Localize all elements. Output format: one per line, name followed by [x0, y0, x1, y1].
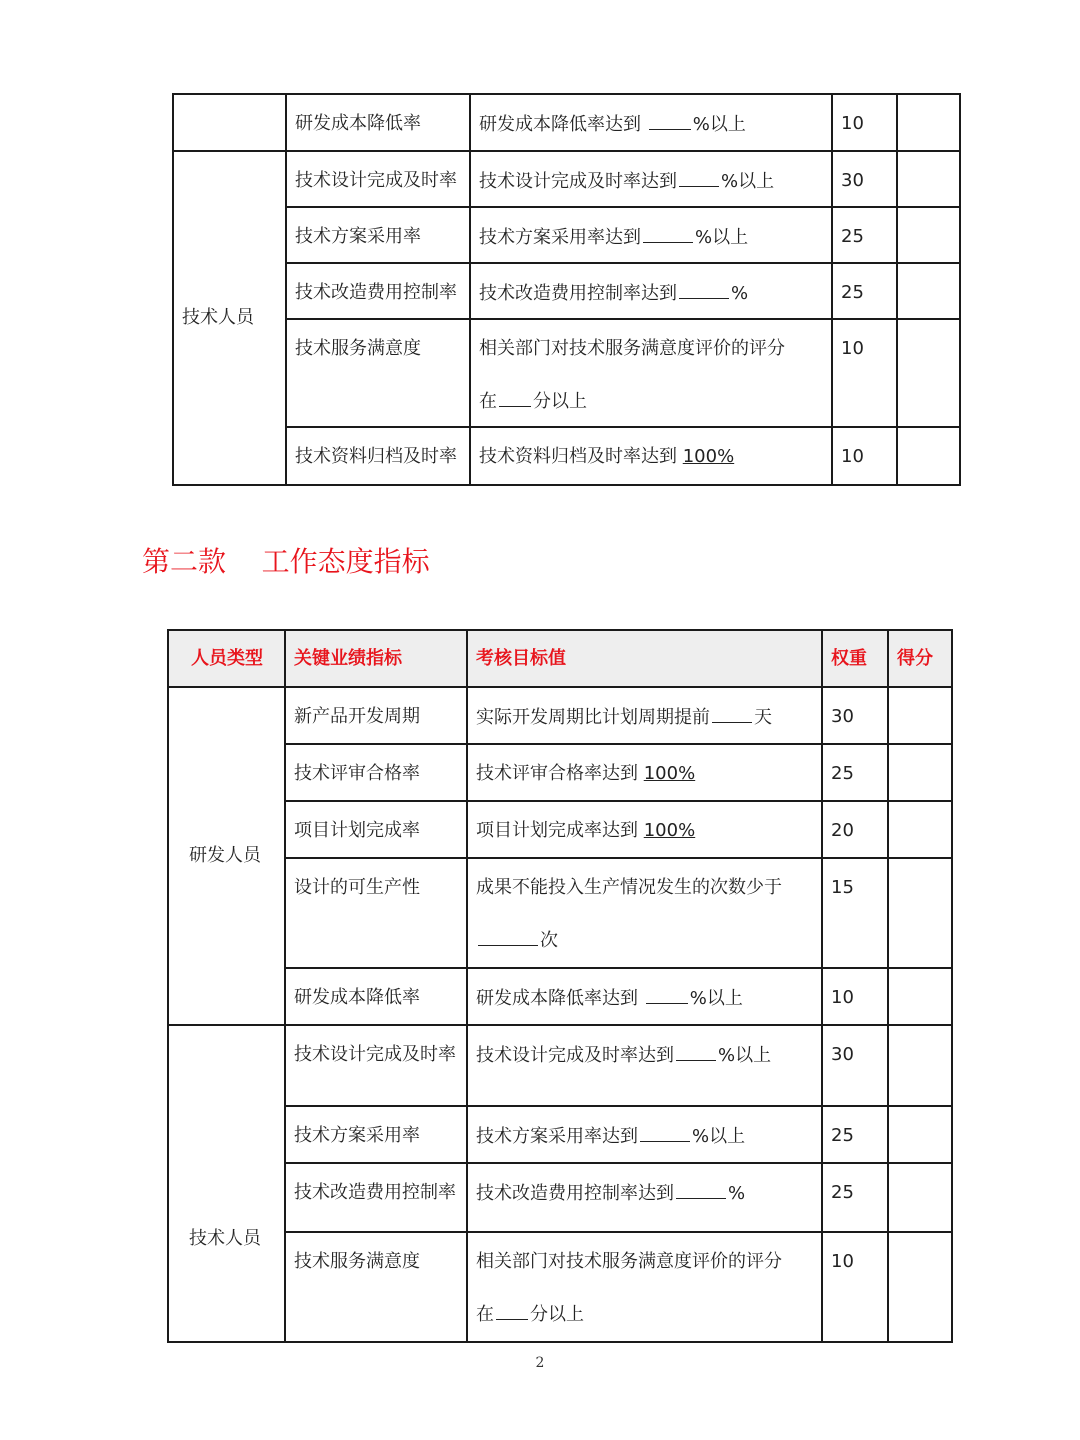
- header-kpi: 关键业绩指标: [285, 630, 467, 687]
- weight-cell: 15: [822, 858, 888, 968]
- target-cell: [470, 94, 832, 151]
- target-text: 在: [479, 390, 497, 412]
- weight-cell: 25: [832, 263, 897, 319]
- target-suffix: %以上: [692, 1126, 746, 1147]
- target-text: 实际开发周期比计划周期提前: [476, 707, 710, 728]
- table-row: [173, 207, 960, 263]
- kpi-cell: 技术改造费用控制率: [285, 1163, 467, 1232]
- score-cell[interactable]: [888, 687, 952, 744]
- table-row: [168, 1232, 952, 1342]
- kpi-cell: 技术设计完成及时率: [285, 1025, 467, 1106]
- kpi-cell: 技术改造费用控制率: [286, 263, 470, 319]
- target-suffix: %以上: [718, 1045, 772, 1066]
- table-row: [168, 1025, 952, 1106]
- type-cell-tech: [168, 1025, 285, 1342]
- weight-cell: 10: [832, 427, 897, 485]
- target-text: 研发成本降低率达到: [479, 114, 647, 135]
- type-cell-rd: 研发人员: [168, 687, 285, 1025]
- table-row: [168, 744, 952, 801]
- kpi-cell: 研发成本降低率: [286, 94, 470, 151]
- score-cell[interactable]: [897, 94, 960, 151]
- score-cell[interactable]: [897, 207, 960, 263]
- score-cell[interactable]: [888, 858, 952, 968]
- weight-cell: 25: [822, 1106, 888, 1163]
- target-suffix: 分以上: [530, 1303, 584, 1325]
- fill-blank[interactable]: [676, 1182, 726, 1199]
- target-text: 项目计划完成率达到: [476, 820, 644, 841]
- target-cell: [467, 1106, 822, 1163]
- target-suffix: %: [731, 283, 749, 304]
- kpi-cell: 技术方案采用率: [285, 1106, 467, 1163]
- work-attitude-table: [167, 629, 953, 1343]
- fill-blank[interactable]: [676, 1044, 716, 1061]
- kpi-cell: 技术服务满意度: [285, 1232, 467, 1342]
- target-text: 相关部门对技术服务满意度评价的评分: [476, 1251, 782, 1272]
- kpi-cell: 研发成本降低率: [285, 968, 467, 1025]
- target-suffix: 次: [540, 929, 558, 951]
- target-value: 100%: [643, 763, 696, 784]
- target-text: 技术资料归档及时率达到: [479, 446, 683, 467]
- page-number: 2: [535, 1355, 545, 1371]
- target-cell: [470, 427, 832, 485]
- weight-cell: 25: [822, 1163, 888, 1232]
- fill-blank[interactable]: [640, 1125, 690, 1142]
- target-text: 技术评审合格率达到: [476, 763, 644, 784]
- target-cell: [467, 1163, 822, 1232]
- weight-cell: 10: [822, 1232, 888, 1342]
- score-cell[interactable]: [897, 319, 960, 427]
- target-text: 技术方案采用率达到: [479, 227, 641, 248]
- target-cell: [467, 968, 822, 1025]
- target-text: 技术设计完成及时率达到: [476, 1045, 674, 1066]
- fill-blank[interactable]: [649, 113, 691, 130]
- kpi-cell: 技术资料归档及时率: [286, 427, 470, 485]
- table-row: [168, 1163, 952, 1232]
- kpi-table-continued: [172, 93, 961, 486]
- header-type: 人员类型: [168, 630, 285, 687]
- table-row: [168, 968, 952, 1025]
- target-text: 技术设计完成及时率达到: [479, 171, 677, 192]
- target-cell: [470, 319, 832, 427]
- target-suffix: %以上: [721, 171, 775, 192]
- type-cell-tech: 技术人员: [173, 151, 286, 485]
- table-row: [173, 319, 960, 427]
- target-cell: [467, 1232, 822, 1342]
- target-text: 研发成本降低率达到: [476, 988, 644, 1009]
- weight-cell: 25: [822, 744, 888, 801]
- fill-blank[interactable]: [496, 1303, 528, 1320]
- target-cell: [467, 858, 822, 968]
- weight-cell: 10: [832, 319, 897, 427]
- score-cell[interactable]: [888, 1106, 952, 1163]
- type-cell: [173, 94, 286, 151]
- score-cell[interactable]: [888, 801, 952, 858]
- fill-blank[interactable]: [499, 390, 531, 407]
- score-cell[interactable]: [888, 1232, 952, 1342]
- type-label: 技术人员: [189, 1227, 261, 1249]
- target-suffix: %以上: [692, 114, 746, 135]
- score-cell[interactable]: [897, 263, 960, 319]
- header-score: 得分: [888, 630, 952, 687]
- score-cell[interactable]: [888, 968, 952, 1025]
- target-suffix: 分以上: [533, 390, 587, 412]
- target-text: 相关部门对技术服务满意度评价的评分: [479, 338, 785, 359]
- kpi-cell: 技术服务满意度: [286, 319, 470, 427]
- kpi-cell: 项目计划完成率: [285, 801, 467, 858]
- kpi-cell: 技术设计完成及时率: [286, 151, 470, 207]
- table-row: [168, 687, 952, 744]
- target-suffix: 天: [754, 707, 772, 728]
- score-cell[interactable]: [897, 151, 960, 207]
- fill-blank[interactable]: [643, 226, 693, 243]
- target-suffix: %: [728, 1183, 746, 1204]
- kpi-cell: 设计的可生产性: [285, 858, 467, 968]
- table-row: [173, 94, 960, 151]
- target-cell: [467, 1025, 822, 1106]
- score-cell[interactable]: [888, 1025, 952, 1106]
- weight-cell: 30: [822, 1025, 888, 1106]
- table-row: [173, 263, 960, 319]
- table-row: [168, 1106, 952, 1163]
- fill-blank[interactable]: [646, 987, 688, 1004]
- weight-cell: 20: [822, 801, 888, 858]
- weight-cell: 10: [832, 94, 897, 151]
- target-value: 100%: [682, 446, 735, 467]
- table-row: [173, 427, 960, 485]
- target-cell: [467, 687, 822, 744]
- score-cell[interactable]: [888, 1163, 952, 1232]
- target-suffix: %以上: [689, 988, 743, 1009]
- table-header-row: [168, 630, 952, 687]
- table-row: [173, 151, 960, 207]
- fill-blank[interactable]: [478, 929, 538, 946]
- weight-cell: 25: [832, 207, 897, 263]
- target-text: 技术方案采用率达到: [476, 1126, 638, 1147]
- weight-cell: 30: [822, 687, 888, 744]
- table-row: [168, 801, 952, 858]
- target-cell: [467, 801, 822, 858]
- target-text: 技术改造费用控制率达到: [476, 1183, 674, 1204]
- weight-cell: 30: [832, 151, 897, 207]
- target-text: 在: [476, 1303, 494, 1325]
- score-cell[interactable]: [897, 427, 960, 485]
- kpi-cell: 技术方案采用率: [286, 207, 470, 263]
- header-target: 考核目标值: [467, 630, 822, 687]
- target-suffix: %以上: [695, 227, 749, 248]
- table-row: [168, 858, 952, 968]
- section-heading: 第二款 工作态度指标: [142, 545, 430, 578]
- target-cell: [470, 207, 832, 263]
- weight-cell: 10: [822, 968, 888, 1025]
- target-text: 成果不能投入生产情况发生的次数少于: [476, 877, 782, 898]
- target-cell: [467, 744, 822, 801]
- target-value: 100%: [643, 820, 696, 841]
- target-cell: [470, 151, 832, 207]
- header-weight: 权重: [822, 630, 888, 687]
- target-text: 技术改造费用控制率达到: [479, 283, 677, 304]
- fill-blank[interactable]: [712, 706, 752, 723]
- kpi-cell: 新产品开发周期: [285, 687, 467, 744]
- score-cell[interactable]: [888, 744, 952, 801]
- target-cell: [470, 263, 832, 319]
- fill-blank[interactable]: [679, 170, 719, 187]
- fill-blank[interactable]: [679, 282, 729, 299]
- kpi-cell: 技术评审合格率: [285, 744, 467, 801]
